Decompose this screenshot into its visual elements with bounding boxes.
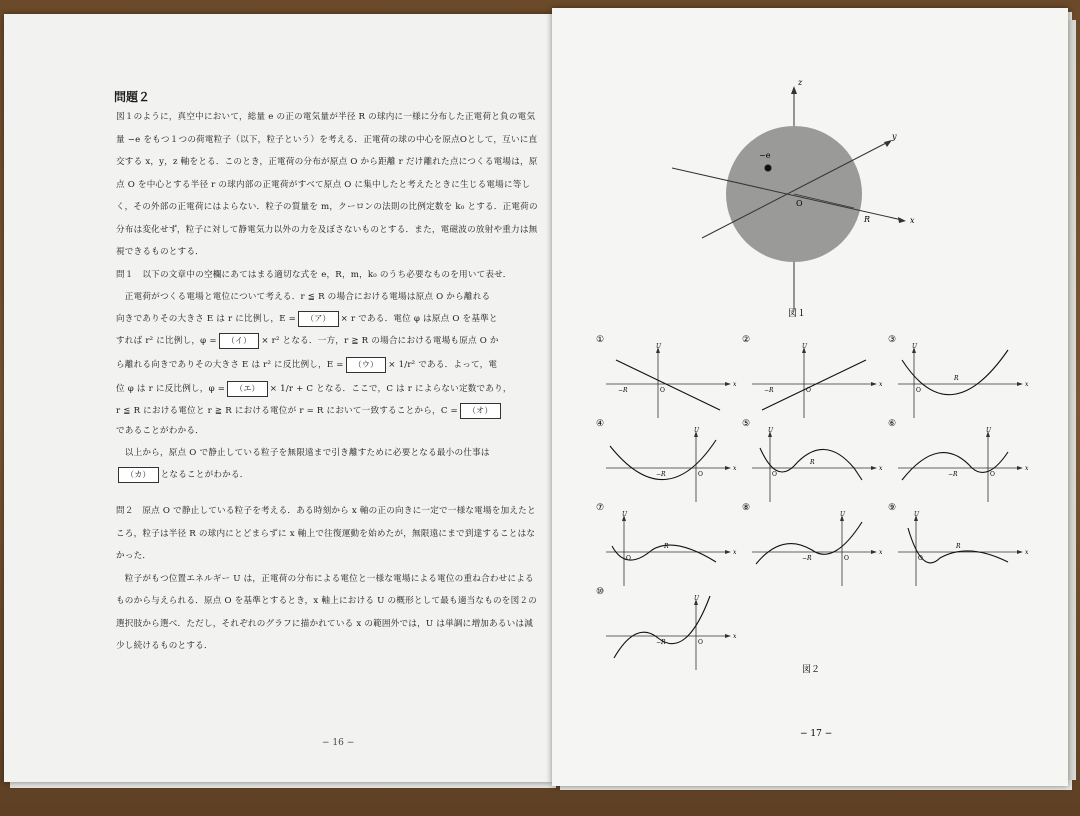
option-mark: ② bbox=[742, 335, 751, 345]
graph-x-label: x bbox=[1025, 465, 1029, 472]
graph-x-arrow-icon bbox=[725, 466, 731, 470]
graph-r-label: R bbox=[954, 375, 959, 382]
graph-r-label: R bbox=[956, 543, 961, 550]
option-mark: ⑤ bbox=[742, 419, 751, 429]
graph-r-label: −R bbox=[618, 387, 628, 394]
graph-origin-label: O bbox=[990, 471, 995, 478]
graph-x-arrow-icon bbox=[1017, 466, 1023, 470]
graph-x-arrow-icon bbox=[871, 466, 877, 470]
graph-r-label: −R bbox=[656, 471, 666, 478]
graph-x-label: x bbox=[879, 381, 883, 388]
graph-curve bbox=[762, 360, 866, 410]
graph-x-label: x bbox=[733, 465, 737, 472]
graph-origin-label: O bbox=[918, 555, 923, 562]
q1-line-8: 以上から，原点 O で静止している粒子を無限遠まで引き離すために必要となる最小の仕事は bbox=[116, 448, 490, 458]
graph-r-label: −R bbox=[764, 387, 774, 394]
blank-e-box: （エ） bbox=[227, 381, 268, 397]
graph-x-arrow-icon bbox=[871, 550, 877, 554]
x-label: x bbox=[910, 216, 915, 225]
q1-line-9 bbox=[116, 464, 540, 487]
z-label: z bbox=[798, 78, 803, 87]
q1-line-2a: 向きでありその大きさ E は r に比例し，E = bbox=[116, 314, 297, 324]
radius-label: R bbox=[864, 215, 871, 224]
y-label: y bbox=[892, 132, 897, 141]
q2-paragraph: 問２ 原点 O で静止している粒子を考える．ある時刻から x 軸の正の向きに一定で一様な電場を加えたところ，粒子は半径 R の球内にとどまらずに x 軸上で往復運動を始めたが，無限遠にまで到達することはなかった． 粒子がもつ位置エネルギー U は，正電荷の分布による電位と一様な電場による電位の重ね合わせによるものから与えられる．原点 O を基準とするとき，x 軸上における U の概形として最も適当なものを図２の選択肢から選べ．ただし，それぞれのグラフに描かれている x の範囲外では，U は単調に増加あるいは減少し続けるものとする． bbox=[116, 506, 537, 651]
graph-option-1 bbox=[596, 335, 737, 418]
q1-line-2 bbox=[116, 308, 540, 331]
q1-line-4b: × 1/r² である．よって，電 bbox=[388, 360, 498, 370]
graph-origin-label: O bbox=[698, 471, 703, 478]
graph-u-label: U bbox=[694, 427, 700, 434]
graph-x-label: x bbox=[733, 549, 737, 556]
q1-line-3b: × r² となる．一方，r ≧ R の場合における電場も原点 O か bbox=[261, 336, 499, 346]
page-number-left: − 16 − bbox=[322, 738, 355, 748]
q1-line-3 bbox=[116, 330, 540, 353]
origin-label: O bbox=[796, 199, 803, 208]
graph-r-label: R bbox=[810, 459, 815, 466]
graph-origin-label: O bbox=[806, 387, 811, 394]
graph-u-label: U bbox=[840, 511, 846, 518]
graph-origin-label: O bbox=[626, 555, 631, 562]
graph-x-label: x bbox=[733, 381, 737, 388]
q1-line-5b: × 1/r + C となる．ここで，C は r によらない定数であり， bbox=[269, 384, 512, 394]
figure-1-caption: 図１ bbox=[788, 309, 807, 319]
option-mark: ④ bbox=[596, 419, 605, 429]
q1-line-7: であることがわかる． bbox=[116, 426, 204, 436]
graph-x-label: x bbox=[1025, 381, 1029, 388]
q1-line-1: 正電荷がつくる電場と電位について考える．r ≦ R の場合における電場は原点 O から離れる bbox=[116, 292, 491, 302]
graph-u-label: U bbox=[656, 343, 662, 350]
problem-title: 問題２ bbox=[114, 90, 151, 104]
graph-u-label: U bbox=[914, 511, 920, 518]
graph-u-label: U bbox=[694, 595, 700, 602]
graph-option-4 bbox=[596, 419, 737, 502]
particle-label: −e bbox=[759, 151, 771, 160]
blank-a-box: （ア） bbox=[298, 311, 339, 327]
q1-line-5 bbox=[116, 378, 540, 401]
graph-x-arrow-icon bbox=[725, 550, 731, 554]
graph-x-label: x bbox=[879, 465, 883, 472]
graph-origin-label: O bbox=[844, 555, 849, 562]
z-arrow-icon bbox=[791, 86, 797, 94]
q1-line-6a: r ≦ R における電位と r ≧ R における電位が r = R において一致することから，C = bbox=[116, 406, 458, 416]
graph-u-label: U bbox=[768, 427, 774, 434]
graph-r-label: R bbox=[664, 543, 669, 550]
right-page bbox=[552, 8, 1068, 786]
graph-origin-label: O bbox=[698, 639, 703, 646]
q1-heading: 問１ 以下の文章中の空欄にあてはまる適切な式を e，R，m，k₀ のうち必要なものを用いて表せ． bbox=[116, 270, 512, 280]
graph-x-arrow-icon bbox=[1017, 550, 1023, 554]
option-mark: ⑧ bbox=[742, 503, 751, 513]
graph-option-2 bbox=[742, 335, 883, 418]
graph-x-arrow-icon bbox=[725, 382, 731, 386]
option-mark: ⑨ bbox=[888, 503, 897, 513]
graph-option-3 bbox=[888, 335, 1029, 418]
graph-u-label: U bbox=[802, 343, 808, 350]
graph-r-label: −R bbox=[948, 471, 958, 478]
option-mark: ① bbox=[596, 335, 605, 345]
figure-1 bbox=[672, 78, 915, 319]
graph-r-label: −R bbox=[802, 555, 812, 562]
figures-canvas bbox=[552, 8, 1068, 786]
q1-line-4 bbox=[116, 354, 540, 377]
graph-x-label: x bbox=[733, 633, 737, 640]
graph-x-label: x bbox=[1025, 549, 1029, 556]
graph-u-label: U bbox=[622, 511, 628, 518]
graph-x-arrow-icon bbox=[871, 382, 877, 386]
graph-x-arrow-icon bbox=[725, 634, 731, 638]
option-mark: ③ bbox=[888, 335, 897, 345]
figure-2 bbox=[596, 335, 1029, 670]
option-mark: ⑦ bbox=[596, 503, 605, 513]
charge-particle bbox=[765, 165, 772, 172]
blank-o-box: （オ） bbox=[460, 403, 501, 419]
graph-option-10 bbox=[596, 587, 737, 670]
blank-u-box: （ウ） bbox=[346, 357, 387, 373]
q1-line-5a: 位 φ は r に反比例し，φ = bbox=[116, 384, 226, 394]
y-arrow-icon bbox=[884, 140, 892, 147]
page-number-right: − 17 − bbox=[800, 729, 833, 739]
blank-i-box: （イ） bbox=[219, 333, 260, 349]
x-arrow-icon bbox=[898, 217, 906, 223]
graph-option-7 bbox=[596, 503, 737, 586]
graph-curve bbox=[616, 360, 720, 410]
graph-u-label: U bbox=[912, 343, 918, 350]
graph-r-label: −R bbox=[656, 639, 666, 646]
graph-origin-label: O bbox=[916, 387, 921, 394]
graph-origin-label: O bbox=[660, 387, 665, 394]
intro-paragraph: 図１のように，真空中において，総量 e の正の電気量が半径 R の球内に一様に分布した正電荷と負の電気量 −e をもつ１つの荷電粒子（以下，粒子という）を考える．正電荷の球の中心を原点Oとして，互いに直交する x，y，z 軸をとる．このとき，正電荷の分布が原点 O から距離 r だけ離れた点につくる電場は，原点 O を中心とする半径 r の球内部の正電荷がすべて原点 O に集中したと考えたときに生じる電場に等しく，その外部の正電荷にはよらない．粒子の質量を m，クーロンの法則の比例定数を k₀ とする．正電荷の分布は変化せず，粒子に対して静電気力以外の力を及ぼさないものとする．また，電磁波の放射や重力は無視できるものとする． bbox=[116, 112, 538, 257]
left-page bbox=[4, 14, 552, 782]
graph-origin-label: O bbox=[772, 471, 777, 478]
graph-x-arrow-icon bbox=[1017, 382, 1023, 386]
q1-line-4a: ら離れる向きでありその大きさ E は r² に反比例し，E = bbox=[116, 360, 344, 370]
option-mark: ⑥ bbox=[888, 419, 897, 429]
option-mark: ⑩ bbox=[596, 587, 605, 597]
graph-x-label: x bbox=[879, 549, 883, 556]
graph-option-8 bbox=[742, 503, 883, 586]
graph-option-9 bbox=[888, 503, 1029, 586]
q1-line-3a: すれば r² に比例し，φ = bbox=[116, 336, 217, 346]
figure-2-caption: 図２ bbox=[802, 665, 821, 675]
blank-ka-box: （カ） bbox=[118, 467, 159, 483]
graph-curve bbox=[614, 596, 710, 658]
graph-u-label: U bbox=[986, 427, 992, 434]
graph-option-6 bbox=[888, 419, 1029, 502]
graph-option-5 bbox=[742, 419, 883, 502]
q1-line-9-text: となることがわかる． bbox=[160, 470, 249, 480]
q1-line-2b: × r である．電位 φ は原点 O を基準と bbox=[340, 314, 498, 324]
